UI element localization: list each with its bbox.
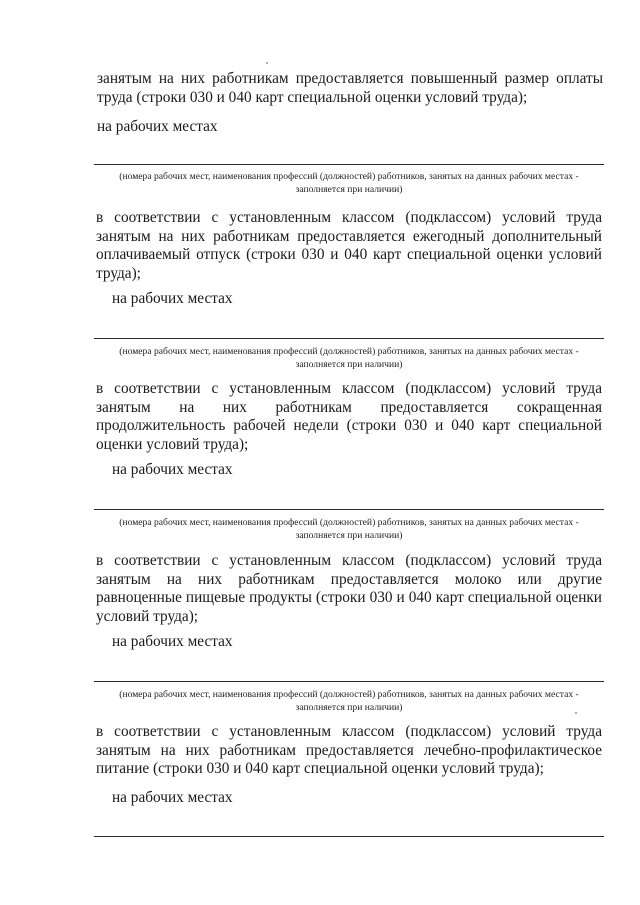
section-paragraph-nutrition: в соответствии с установленным классом (подклассом) условий труда занятым на них работникам предоставляется лечебно-профилактическое питание (строки 030 и 040 карт специальной оценки условий труда);	[96, 723, 602, 778]
workplaces-label: на рабочих местах	[97, 118, 218, 135]
fill-in-line	[94, 338, 604, 339]
fill-in-line	[94, 836, 604, 837]
field-caption: (номера рабочих мест, наименования профессий (должностей) работников, занятых на данных рабочих местах - заполняется при наличии)	[119, 517, 579, 541]
section-paragraph-milk: в соответствии с установленным классом (подклассом) условий труда занятым на них работникам предоставляется молоко или другие равноценные пищевые продукты (строки 030 и 040 карт специальной оценки условий труда);	[96, 552, 602, 625]
scan-speck	[266, 62, 268, 64]
section-paragraph-leave: в соответствии с установленным классом (подклассом) условий труда занятым на них работникам предоставляется ежегодный дополнительный оплачиваемый отпуск (строки 030 и 040 карт специальной оценки условий труда);	[96, 209, 602, 282]
intro-paragraph: занятым на них работникам предоставляется повышенный размер оплаты труда (строки 030 и 040 карт специальной оценки условий труда);	[97, 70, 603, 106]
fill-in-line	[94, 681, 604, 682]
fill-in-line	[94, 509, 604, 510]
fill-in-line	[94, 164, 604, 165]
section-paragraph-reduced-week: в соответствии с установленным классом (подклассом) условий труда занятым на них работникам предоставляется сокращенная продолжительность рабочей недели (строки 030 и 040 карт специальной оценки условий труда);	[96, 380, 602, 453]
workplaces-label: на рабочих местах	[112, 290, 233, 307]
workplaces-label: на рабочих местах	[112, 633, 233, 650]
field-caption: (номера рабочих мест, наименования профессий (должностей) работников, занятых на данных рабочих местах - заполняется при наличии)	[119, 346, 579, 370]
field-caption: (номера рабочих мест, наименования профессий (должностей) работников, занятых на данных рабочих местах - заполняется при наличии)	[119, 689, 579, 713]
workplaces-label: на рабочих местах	[112, 461, 233, 478]
field-caption: (номера рабочих мест, наименования профессий (должностей) работников, занятых на данных рабочих местах - заполняется при наличии)	[119, 171, 579, 195]
workplaces-label: на рабочих местах	[112, 789, 233, 806]
